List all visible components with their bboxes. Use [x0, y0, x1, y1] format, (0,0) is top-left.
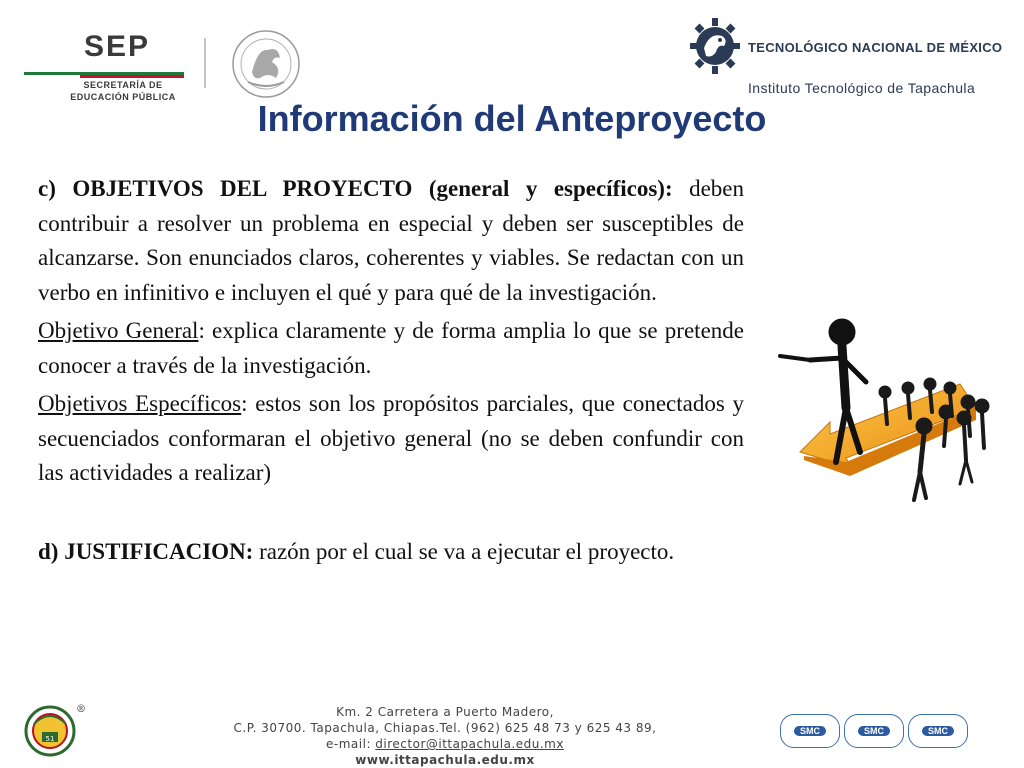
sep-sub-line1: SECRETARÍA DE — [83, 80, 163, 90]
sep-logo — [24, 22, 204, 102]
cert-label: SMC — [858, 726, 890, 736]
email-link[interactable]: director@ittapachula.edu.mx — [375, 737, 564, 751]
header-divider — [204, 38, 206, 88]
sep-sub-line2: EDUCACIÓN PÚBLICA — [70, 92, 176, 102]
ittapachula-logo — [20, 704, 82, 758]
specific-objectives-label: Objetivos Específicos — [38, 391, 242, 416]
tecnm-gear-logo — [690, 18, 740, 74]
justification-label: d) JUSTIFICACION: — [38, 538, 254, 564]
general-objective-paragraph — [38, 314, 744, 383]
specific-objectives-paragraph — [38, 387, 744, 491]
specific-objectives-text: : estos son los propósitos parciales, que conectados y secuenciados conformaran el objetivo general (no se deben confundir con las actividades a realizar) — [38, 391, 744, 485]
email-prefix: e-mail: — [326, 737, 376, 751]
page-title: Información del Anteproyecto — [257, 98, 767, 139]
certification-badges — [780, 714, 970, 748]
objectives-text: deben contribuir a resolver un problema en especial y deben ser susceptibles de alcanzarse. Son enunciados claros, coherentes y viables. Se redactan con un verbo en infinitivo e incluyen el qué y para qué de la investigación. — [38, 176, 744, 305]
leader-figures-illustration — [770, 312, 1000, 522]
objectives-paragraph — [38, 172, 744, 310]
institute-name: Instituto Tecnológico de Tapachula — [748, 80, 976, 96]
cert-badge-3 — [908, 714, 968, 748]
cert-label: SMC — [922, 726, 954, 736]
svg-text:51: 51 — [45, 735, 55, 743]
sep-title: SEP — [84, 30, 151, 63]
justification-text: razón por el cual se va a ejecutar el proyecto. — [253, 538, 675, 564]
cert-badge-1 — [780, 714, 840, 748]
objectives-label: c) OBJETIVOS DEL PROYECTO (general y específicos): — [38, 176, 673, 201]
general-objective-text: : explica claramente y de forma amplia lo que se pretende conocer a través de la investigación. — [38, 318, 744, 378]
footer-line1: Km. 2 Carretera a Puerto Madero, — [336, 705, 554, 719]
website-link[interactable]: www.ittapachula.edu.mx — [355, 753, 535, 767]
registered-mark: ® — [76, 704, 86, 715]
footer-address — [200, 704, 690, 768]
general-objective-label: Objetivo General — [38, 318, 199, 343]
footer-email-line — [200, 736, 690, 752]
footer-line2: C.P. 30700. Tapachula, Chiapas.Tel. (962) 625 48 73 y 625 43 89, — [233, 721, 657, 735]
slide-body — [38, 172, 744, 569]
cert-badge-2 — [844, 714, 904, 748]
justification-paragraph — [38, 535, 744, 570]
cert-label: SMC — [794, 726, 826, 736]
sep-line-red — [80, 75, 184, 78]
tecnm-name: TECNOLÓGICO NACIONAL DE MÉXICO — [748, 40, 1003, 55]
mexico-seal-icon — [224, 28, 308, 100]
